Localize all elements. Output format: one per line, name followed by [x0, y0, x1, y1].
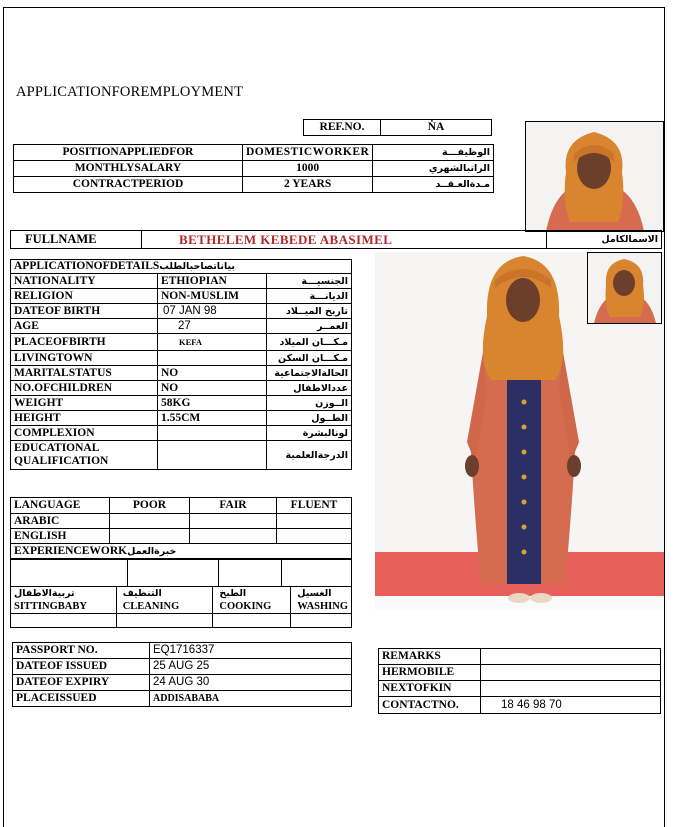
skills-table [10, 586, 352, 628]
language-header: FLUENT [277, 498, 352, 514]
position-value: DOMESTICWORKER [243, 145, 373, 161]
fullname-value: BETHELEM KEBEDE ABASIMEL [142, 231, 547, 249]
salary-label: MONTHLYSALARY [14, 161, 243, 177]
position-table [13, 144, 494, 193]
remarks-table [378, 648, 661, 714]
detail-arabic: الحالةالاجتماعية [267, 366, 352, 381]
skill-cell: الطبخ COOKING [213, 587, 291, 614]
education-label: EDUCATIONAL QUALIFICATION [11, 441, 158, 470]
language-header: POOR [110, 498, 190, 514]
salary-row [14, 161, 494, 177]
detail-value: NO [158, 366, 267, 381]
position-arabic: الوظيفـــة [373, 145, 494, 161]
detail-label: NO.OFCHILDREN [11, 381, 158, 396]
detail-arabic: لونالبشرة [267, 426, 352, 441]
detail-label: NATIONALITY [11, 274, 158, 289]
remarks-label: HERMOBILE [379, 665, 481, 681]
ref-value: ṄA [381, 120, 492, 136]
detail-value: 58KG [158, 396, 267, 411]
detail-value [158, 426, 267, 441]
detail-arabic: الــوزن [267, 396, 352, 411]
fullname-label: FULLNAME [11, 231, 142, 249]
detail-label: WEIGHT [11, 396, 158, 411]
details-table [10, 259, 352, 470]
detail-value: 27 [158, 319, 267, 334]
remarks-value [481, 665, 661, 681]
contract-value: 2 YEARS [243, 177, 373, 193]
remarks-value [481, 649, 661, 665]
remarks-value: 18 46 98 70 [481, 697, 661, 714]
skill-cell: التنظيف CLEANING [116, 587, 213, 614]
salary-value: 1000 [243, 161, 373, 177]
language-name: ENGLISH [11, 529, 110, 544]
detail-arabic: مـكـــان السكن [267, 351, 352, 366]
passport-table [12, 642, 352, 707]
detail-arabic: العمــر [267, 319, 352, 334]
passport-value: ADDISABABA [150, 691, 352, 707]
language-header: FAIR [190, 498, 277, 514]
passport-label: PASSPORT NO. [13, 643, 150, 659]
detail-arabic: الطــول [267, 411, 352, 426]
detail-arabic: تاريخ الميــلاد [267, 304, 352, 319]
detail-label: AGE [11, 319, 158, 334]
detail-value: ETHIOPIAN [158, 274, 267, 289]
inset-portrait [587, 252, 662, 324]
contract-label: CONTRACTPERIOD [14, 177, 243, 193]
detail-label: DATEOF BIRTH [11, 304, 158, 319]
detail-value [158, 351, 267, 366]
passport-label: PLACEISSUED [13, 691, 150, 707]
remarks-label: NEXTOFKIN [379, 681, 481, 697]
passport-label: DATEOF EXPIRY [13, 675, 150, 691]
detail-label: MARITALSTATUS [11, 366, 158, 381]
contract-row [14, 177, 494, 193]
detail-arabic: الديانـــة [267, 289, 352, 304]
contract-arabic: مـدةالعـقــد [373, 177, 494, 193]
passport-label: DATEOF ISSUED [13, 659, 150, 675]
portrait-image [526, 122, 663, 231]
detail-value: 07 JAN 98 [158, 304, 267, 319]
detail-value: 1.55CM [158, 411, 267, 426]
remarks-value [481, 681, 661, 697]
position-row [14, 145, 494, 161]
language-name: ARABIC [11, 514, 110, 529]
detail-value: NON-MUSLIM [158, 289, 267, 304]
skill-cell: تربيةالاطفال SITTINGBABY [11, 587, 117, 614]
fullname-arabic: الاسمالكامل [547, 231, 662, 249]
education-value [158, 441, 267, 470]
detail-value: KEFA [158, 334, 267, 351]
experience-blank [10, 559, 352, 587]
details-header: APPLICATIONOFDETAILSبياناتصاحبالطلب [11, 260, 352, 274]
passport-value: EQ1716337 [150, 643, 352, 659]
passport-value: 25 AUG 25 [150, 659, 352, 675]
ref-table [303, 119, 492, 136]
detail-label: COMPLEXION [11, 426, 158, 441]
position-label: POSITIONAPPLIEDFOR [14, 145, 243, 161]
detail-label: LIVINGTOWN [11, 351, 158, 366]
fullname-table [10, 230, 662, 249]
language-header: LANGUAGE [11, 498, 110, 514]
passport-value: 24 AUG 30 [150, 675, 352, 691]
detail-arabic: الجنسيـــة [267, 274, 352, 289]
detail-label: RELIGION [11, 289, 158, 304]
detail-arabic: عددالاطفال [267, 381, 352, 396]
remarks-label: REMARKS [379, 649, 481, 665]
detail-label: PLACEOFBIRTH [11, 334, 158, 351]
portrait-photo [525, 121, 664, 232]
experience-header: EXPERIENCEWORKخبرةالعمل [11, 544, 352, 559]
education-arabic: الدرجةالعلمية [267, 441, 352, 470]
ref-label: REF.NO. [304, 120, 381, 136]
detail-value: NO [158, 381, 267, 396]
detail-arabic: مـكـــان الميلاد [267, 334, 352, 351]
document-title: APPLICATIONFOREMPLOYMENT [16, 84, 244, 100]
language-table [10, 497, 352, 559]
detail-label: HEIGHT [11, 411, 158, 426]
inset-portrait-image [588, 253, 661, 323]
remarks-label: CONTACTNO. [379, 697, 481, 714]
skill-cell: الغسيل WASHING [291, 587, 352, 614]
fullbody-photo [375, 252, 664, 610]
salary-arabic: الراتبالشهري [373, 161, 494, 177]
